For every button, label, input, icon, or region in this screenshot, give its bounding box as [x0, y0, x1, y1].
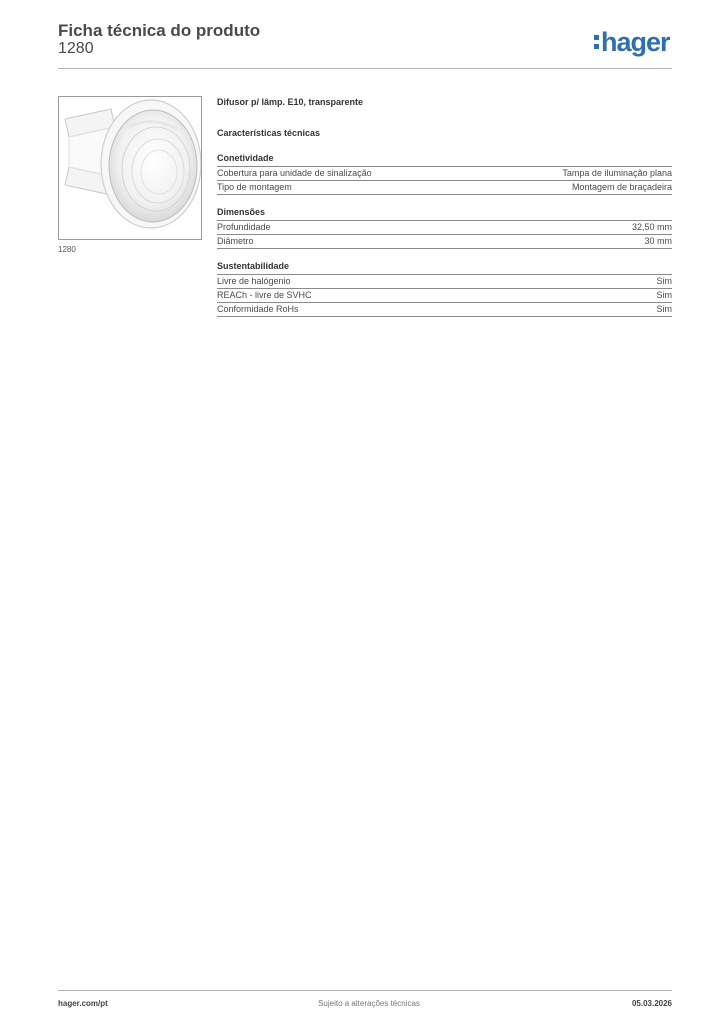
product-image: [58, 96, 202, 240]
product-details: [217, 96, 672, 317]
spec-row: [217, 289, 672, 303]
spec-group-dimensions: [217, 207, 672, 249]
group-title: Conetividade: [217, 153, 672, 167]
specs-heading: Características técnicas: [217, 128, 321, 138]
group-title: Dimensões: [217, 207, 672, 221]
product-code: 1280: [58, 40, 94, 57]
image-caption: 1280: [58, 245, 76, 254]
footer-divider: [58, 990, 672, 991]
spec-label: Livre de halógenio: [217, 276, 291, 286]
spec-value: Sim: [656, 276, 672, 286]
spec-label: REACh - livre de SVHC: [217, 290, 312, 300]
spec-row: [217, 303, 672, 317]
spec-value: Montagem de braçadeira: [571, 182, 672, 192]
logo-text: hager: [601, 27, 670, 57]
footer-note: Sujeito a alterações técnicas: [318, 999, 420, 1008]
product-name: Difusor p/ lâmp. E10, transparente: [217, 97, 364, 107]
spec-label: Cobertura para unidade de sinalização: [217, 168, 372, 178]
logo-dots-icon: [594, 26, 599, 53]
spec-label: Diâmetro: [217, 236, 254, 246]
spec-value: 30 mm: [644, 236, 672, 246]
spec-label: Tipo de montagem: [217, 182, 292, 192]
spec-row: [217, 167, 672, 181]
spec-group-sustainability: [217, 261, 672, 317]
footer-date: 05.03.2026: [631, 999, 672, 1008]
spec-row: [217, 181, 672, 195]
header-title: Ficha técnica do produto: [58, 21, 261, 40]
footer-website-link[interactable]: hager.com/pt: [58, 999, 108, 1008]
hager-logo: [594, 26, 670, 58]
spec-value: Sim: [656, 304, 672, 314]
spec-value: Sim: [656, 290, 672, 300]
spec-row: [217, 221, 672, 235]
spec-label: Profundidade: [217, 222, 271, 232]
spec-label: Conformidade RoHs: [217, 304, 299, 314]
spec-row: [217, 235, 672, 249]
lamp-diffuser-icon: [59, 97, 201, 239]
spec-value: Tampa de iluminação plana: [562, 168, 672, 178]
spec-row: [217, 275, 672, 289]
group-title: Sustentabilidade: [217, 261, 672, 275]
spec-group-connectivity: [217, 153, 672, 195]
spec-value: 32,50 mm: [631, 222, 672, 232]
header-divider: [58, 68, 672, 69]
